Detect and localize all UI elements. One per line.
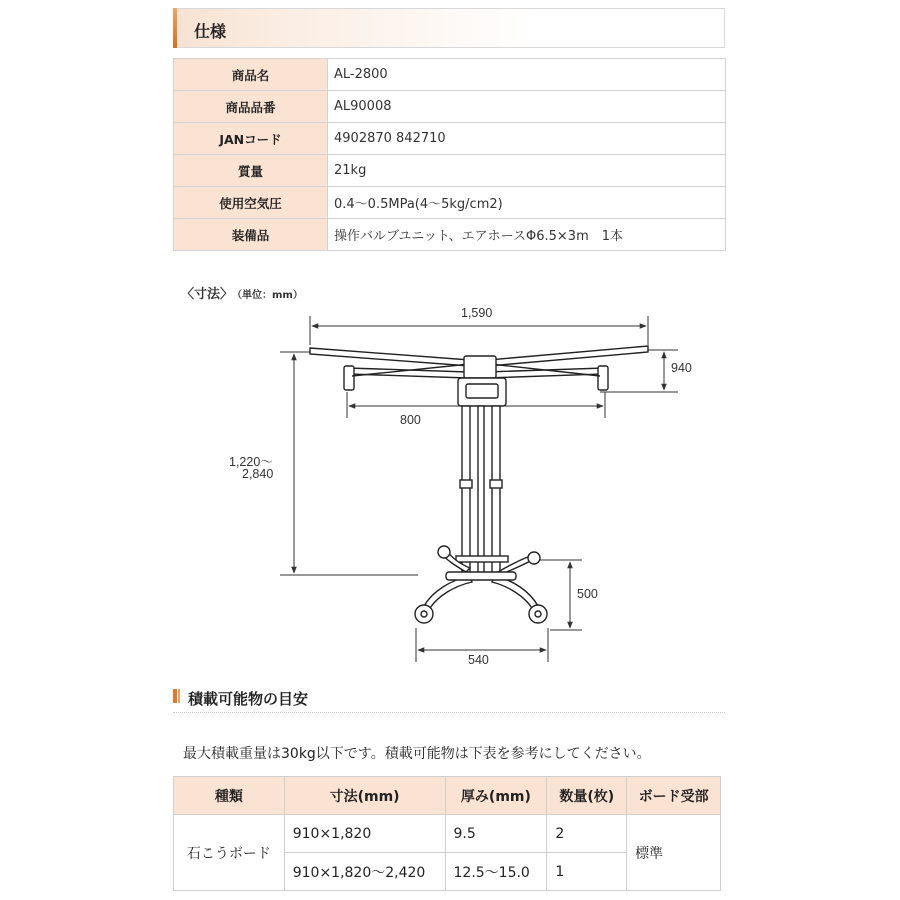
spec-row <box>174 187 726 219</box>
col-qty: 数量(枚) <box>547 777 627 815</box>
section-accent-bar-secondary <box>178 689 180 703</box>
spec-value: AL90008 <box>328 91 726 123</box>
spec-key: 使用空気圧 <box>174 187 328 219</box>
dimensions-unit: （単位：mm） <box>237 290 303 301</box>
board-qty: 1 <box>547 853 627 891</box>
section-accent-bar <box>173 689 177 703</box>
board-thickness: 12.5～15.0 <box>445 853 547 891</box>
section-divider <box>173 712 725 713</box>
col-size: 寸法(mm) <box>284 777 445 815</box>
dimensions-title: 〈寸法〉 <box>181 287 234 302</box>
spec-row <box>174 155 726 187</box>
spec-title: 仕様 <box>194 22 227 41</box>
spec-value: 0.4～0.5MPa(4～5kg/cm2) <box>328 187 726 219</box>
spec-row <box>174 91 726 123</box>
spec-section-header <box>173 8 725 48</box>
spec-value: 4902870 842710 <box>328 123 726 155</box>
spec-row <box>174 59 726 91</box>
dim-total-width: 1,590 <box>461 306 493 320</box>
dim-height-min: 1,220～ <box>229 455 273 469</box>
board-thickness: 9.5 <box>445 815 547 853</box>
spec-value: 操作バルブユニット、エアホースΦ6.5×3m 1本 <box>328 219 726 251</box>
load-header-row <box>174 777 721 815</box>
load-table <box>173 776 721 891</box>
dim-arm-span: 800 <box>400 413 421 427</box>
col-receiver: ボード受部 <box>627 777 721 815</box>
spec-key: 質量 <box>174 155 328 187</box>
spec-key: JANコード <box>174 123 328 155</box>
dim-arm-drop: 940 <box>671 361 692 375</box>
table-row <box>174 815 721 853</box>
spec-key: 商品品番 <box>174 91 328 123</box>
spec-table <box>173 58 726 251</box>
col-thickness: 厚み(mm) <box>445 777 547 815</box>
dimensions-label <box>181 283 303 302</box>
load-note: 最大積載重量は30kg以下です。積載可能物は下表を参考にしてください。 <box>183 746 651 762</box>
spec-value: 21kg <box>328 155 726 187</box>
spec-key: 装備品 <box>174 219 328 251</box>
dim-base-height: 500 <box>577 587 598 601</box>
spec-value: AL-2800 <box>328 59 726 91</box>
spec-key: 商品名 <box>174 59 328 91</box>
board-type: 石こうボード <box>174 815 285 891</box>
board-qty: 2 <box>547 815 627 853</box>
spec-row <box>174 219 726 251</box>
header-accent-bar <box>173 8 177 48</box>
spec-row <box>174 123 726 155</box>
col-type: 種類 <box>174 777 285 815</box>
board-size: 910×1,820 <box>284 815 445 853</box>
load-section-title: 積載可能物の目安 <box>188 690 309 708</box>
dim-height-max: 2,840 <box>242 467 274 481</box>
board-size: 910×1,820～2,420 <box>284 853 445 891</box>
board-receiver: 標準 <box>627 815 721 891</box>
dim-base-width: 540 <box>468 653 489 667</box>
